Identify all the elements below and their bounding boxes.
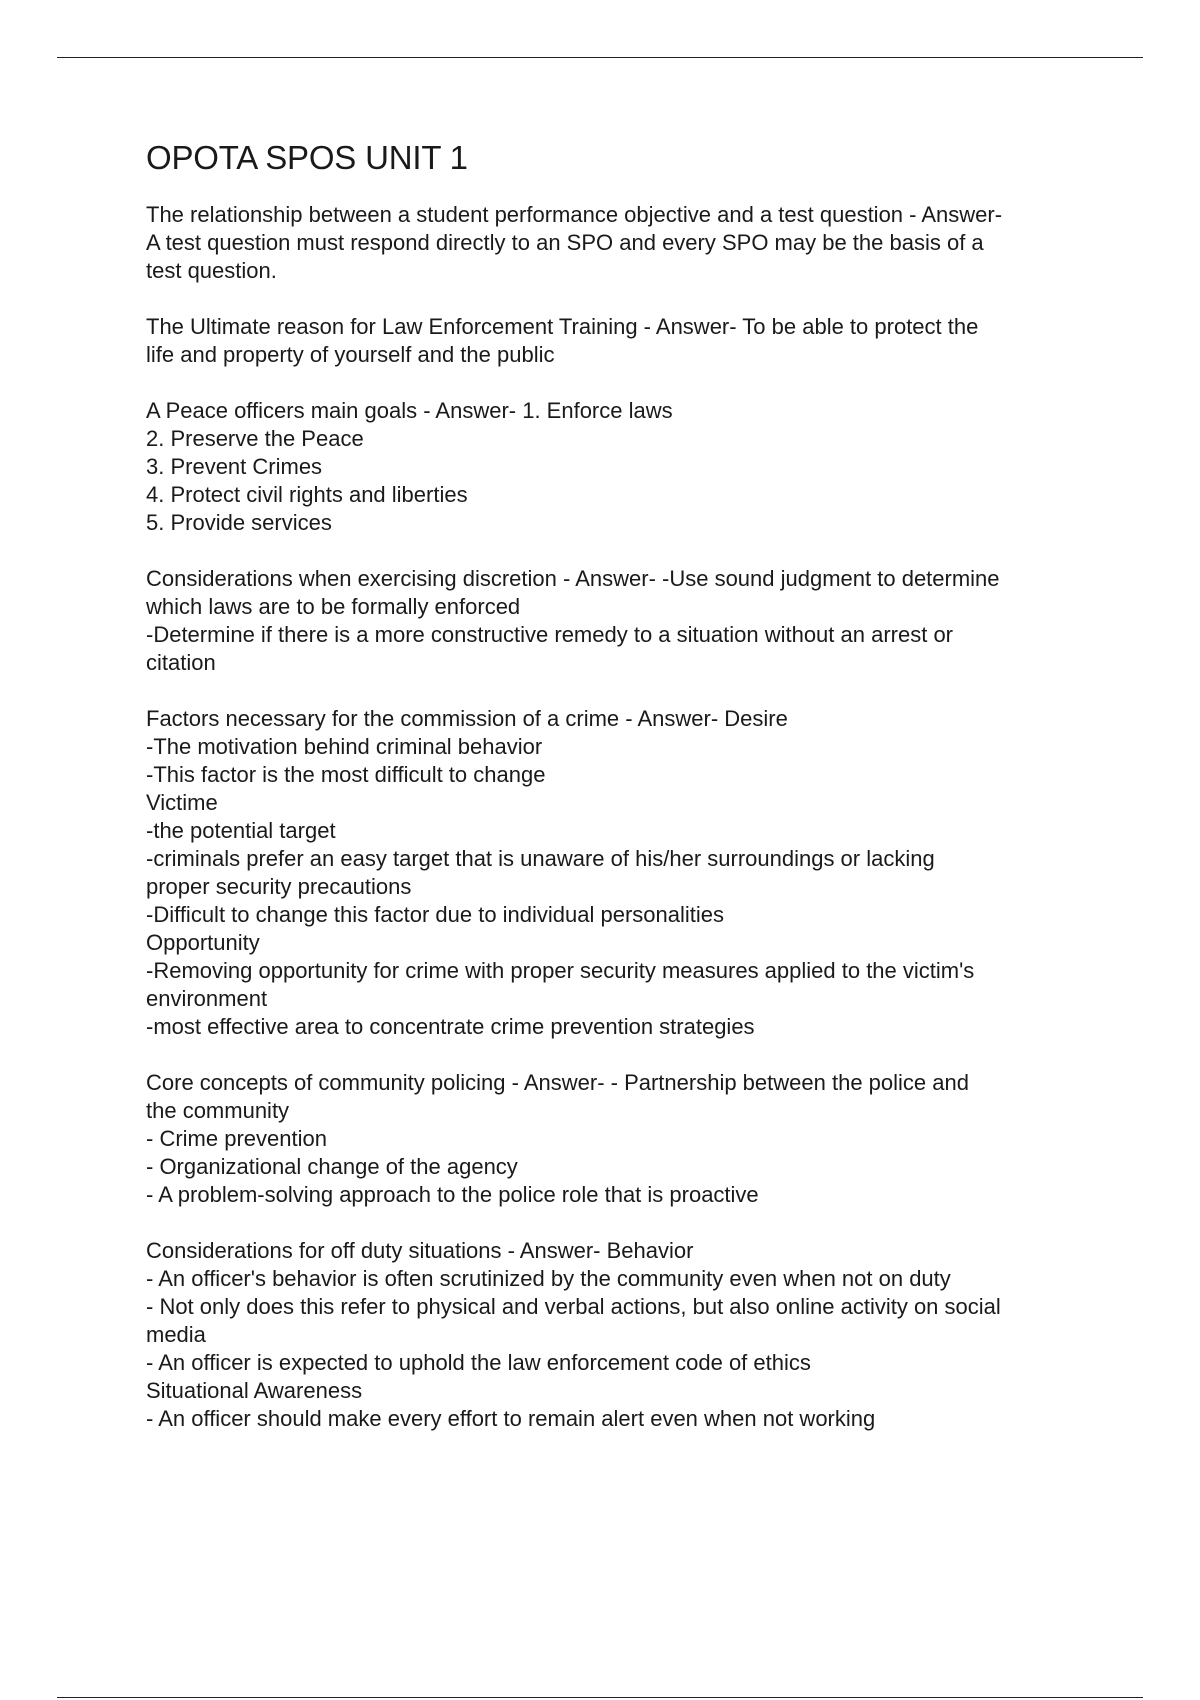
qa-answer-line: -Removing opportunity for crime with proper security measures applied to the victim's — [146, 957, 975, 983]
qa-question-line: Core concepts of community policing - Answer- - Partnership between the police and — [146, 1069, 969, 1095]
qa-entry — [146, 313, 1106, 369]
qa-answer-line: Victime — [146, 789, 218, 815]
qa-entry — [146, 397, 1106, 537]
qa-answer-line: - An officer's behavior is often scrutinized by the community even when not on duty — [146, 1265, 951, 1291]
page-bottom-rule — [57, 1697, 1143, 1698]
qa-answer-line: A test question must respond directly to an SPO and every SPO may be the basis of a — [146, 229, 984, 255]
qa-answer-line: the community — [146, 1097, 290, 1123]
qa-answer-line: -the potential target — [146, 817, 336, 843]
qa-answer-line: - Organizational change of the agency — [146, 1153, 518, 1179]
qa-answer-line: test question. — [146, 257, 277, 283]
qa-question-line: A Peace officers main goals - Answer- 1. Enforce laws — [146, 397, 673, 423]
document-body — [146, 138, 1106, 1461]
qa-entry — [146, 565, 1106, 677]
qa-answer-line: -The motivation behind criminal behavior — [146, 733, 543, 759]
qa-answer-line: -This factor is the most difficult to change — [146, 761, 546, 787]
qa-answer-line: citation — [146, 649, 216, 675]
qa-answer-line: 2. Preserve the Peace — [146, 425, 364, 451]
qa-question-line: The Ultimate reason for Law Enforcement Training - Answer- To be able to protect the — [146, 313, 979, 339]
qa-answer-line: environment — [146, 985, 268, 1011]
document-title: OPOTA SPOS UNIT 1 — [146, 139, 468, 176]
qa-answer-line: -criminals prefer an easy target that is unaware of his/her surroundings or lacking — [146, 845, 935, 871]
qa-answer-line: - An officer is expected to uphold the law enforcement code of ethics — [146, 1349, 811, 1375]
page-top-rule — [57, 57, 1143, 58]
qa-entry — [146, 705, 1106, 1041]
qa-answer-line: 3. Prevent Crimes — [146, 453, 323, 479]
qa-question-line: Considerations for off duty situations - Answer- Behavior — [146, 1237, 694, 1263]
qa-answer-line: Opportunity — [146, 929, 260, 955]
qa-answer-line: which laws are to be formally enforced — [146, 593, 521, 619]
qa-answer-line: - Crime prevention — [146, 1125, 327, 1151]
qa-entry — [146, 1069, 1106, 1209]
qa-answer-line: -most effective area to concentrate crime prevention strategies — [146, 1013, 755, 1039]
qa-question-line: The relationship between a student performance objective and a test question - Answer- — [146, 201, 1003, 227]
qa-answer-line: Situational Awareness — [146, 1377, 363, 1403]
qa-question-line: Factors necessary for the commission of a crime - Answer- Desire — [146, 705, 788, 731]
qa-answer-line: -Determine if there is a more constructive remedy to a situation without an arrest or — [146, 621, 954, 647]
qa-answer-line: -Difficult to change this factor due to individual personalities — [146, 901, 725, 927]
qa-question-line: Considerations when exercising discretion - Answer- -Use sound judgment to determine — [146, 565, 1000, 591]
qa-entry — [146, 1237, 1106, 1433]
qa-entry — [146, 201, 1106, 285]
qa-answer-line: - A problem-solving approach to the police role that is proactive — [146, 1181, 759, 1207]
qa-answer-line: 5. Provide services — [146, 509, 332, 535]
qa-entry-list — [146, 201, 1106, 1433]
qa-answer-line: - An officer should make every effort to remain alert even when not working — [146, 1405, 876, 1431]
qa-answer-line: 4. Protect civil rights and liberties — [146, 481, 468, 507]
qa-answer-line: media — [146, 1321, 206, 1347]
qa-answer-line: - Not only does this refer to physical and verbal actions, but also online activity on social — [146, 1293, 1001, 1319]
qa-answer-line: life and property of yourself and the public — [146, 341, 555, 367]
qa-answer-line: proper security precautions — [146, 873, 412, 899]
